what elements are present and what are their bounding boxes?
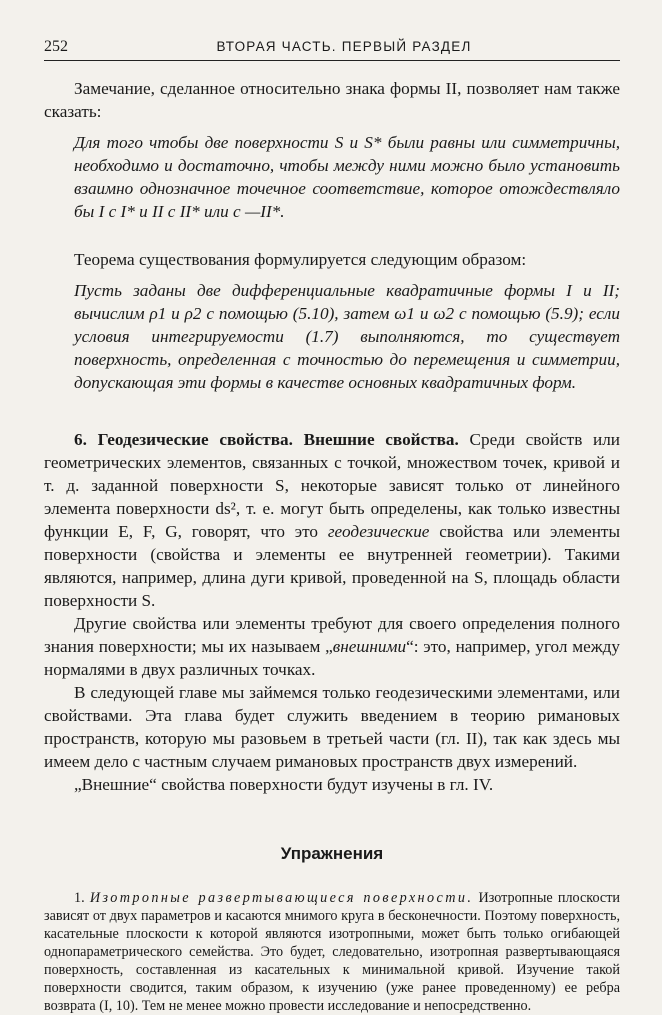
- term-external: внешними: [332, 637, 407, 657]
- section-6: [44, 428, 620, 796]
- section-6-paragraph-3: В следующей главе мы займемся только геодезическими элементами, или свойствами. Эта глава будет служить введением в теорию римановых пространств, которую мы разовьем в третьей части (гл. II), так как здесь мы имеем дело с частным случаем римановых пространств двух измерений.: [44, 683, 620, 772]
- running-title: ВТОРАЯ ЧАСТЬ. ПЕРВЫЙ РАЗДЕЛ: [216, 39, 472, 54]
- exercise-1-title: Изотропные развертывающиеся поверхности.: [89, 890, 474, 907]
- exercise-1-number: 1.: [74, 890, 85, 907]
- exercises-title: Упражнения: [280, 844, 384, 864]
- section-6-p2-b: “: это, например, угол между нормалями в двух различных точках.: [44, 637, 621, 680]
- section-6-p1-b: свойства или элементы поверхности (свойства и элементы ее внутренней геометрии). Такими являются, например, длина дуги кривой, проведенной на S, площадь области поверхности S.: [44, 522, 620, 611]
- exercise-1: [44, 889, 620, 1015]
- section-6-paragraph-1: [44, 428, 620, 612]
- statement-equality: Для того чтобы две поверхности S и S* были равны или симметричны, необходимо и достаточно, чтобы между ними можно было установить взаимно однозначное точечное соответствие, которое отождествляло бы I с I* и II с II* или с —II*.: [74, 133, 620, 221]
- exercise-1-text: Изотропные плоскости зависят от двух параметров и касаются мнимого круга в бесконечности. Поэтому поверхность, касательные плоскости к которой являются изотропными, может быть только огибающей однопараметрического семейства. Это будет, следовательно, изотропная развертывающаяся поверхность, составленная из касательных к минимальной кривой. Изучение такой поверхности сводится, таким образом, к изучению (уже ранее проведенному) ее ребра возврата (I, 10). Тем не менее можно провести исследование и непосредственно.: [44, 890, 620, 1015]
- term-geodesic: геодезические: [327, 522, 430, 542]
- page-header: [44, 38, 620, 61]
- main-text: [44, 77, 620, 1015]
- section-6-paragraph-4: „Внешние“ свойства поверхности будут изучены в гл. IV.: [74, 775, 494, 795]
- section-6-paragraph-2: [44, 612, 620, 681]
- existence-intro: Теорема существования формулируется следующим образом:: [74, 250, 527, 270]
- section-6-heading: 6. Геодезические свойства. Внешние свойства.: [74, 430, 459, 450]
- remark-paragraph: Замечание, сделанное относительно знака формы II, позволяет нам также сказать:: [44, 79, 620, 121]
- existence-theorem: Пусть заданы две дифференциальные квадратичные формы I и II; вычислим ρ1 и ρ2 с помощью (5.10), затем ω1 и ω2 с помощью (5.9); если условия интегрируемости (1.7) выполняются, то существует поверхность, определенная с точностью до перемещения и симметрии, допускающая эти формы в качестве основных квадратичных форм.: [74, 281, 620, 393]
- page-number: 252: [44, 38, 68, 55]
- section-6-p2-a: Другие свойства или элементы требуют для своего определения полного знания поверхности; мы их называем „: [44, 614, 620, 657]
- section-6-p1-a: Среди свойств или геометрических элементов, связанных с точкой, множеством точек, кривой и т. д. заданной поверхности S, некоторые зависят только от линейного элемента поверхности ds², т. е. могут быть определены, как только известны функции E, F, G, говорят, что это: [44, 430, 620, 542]
